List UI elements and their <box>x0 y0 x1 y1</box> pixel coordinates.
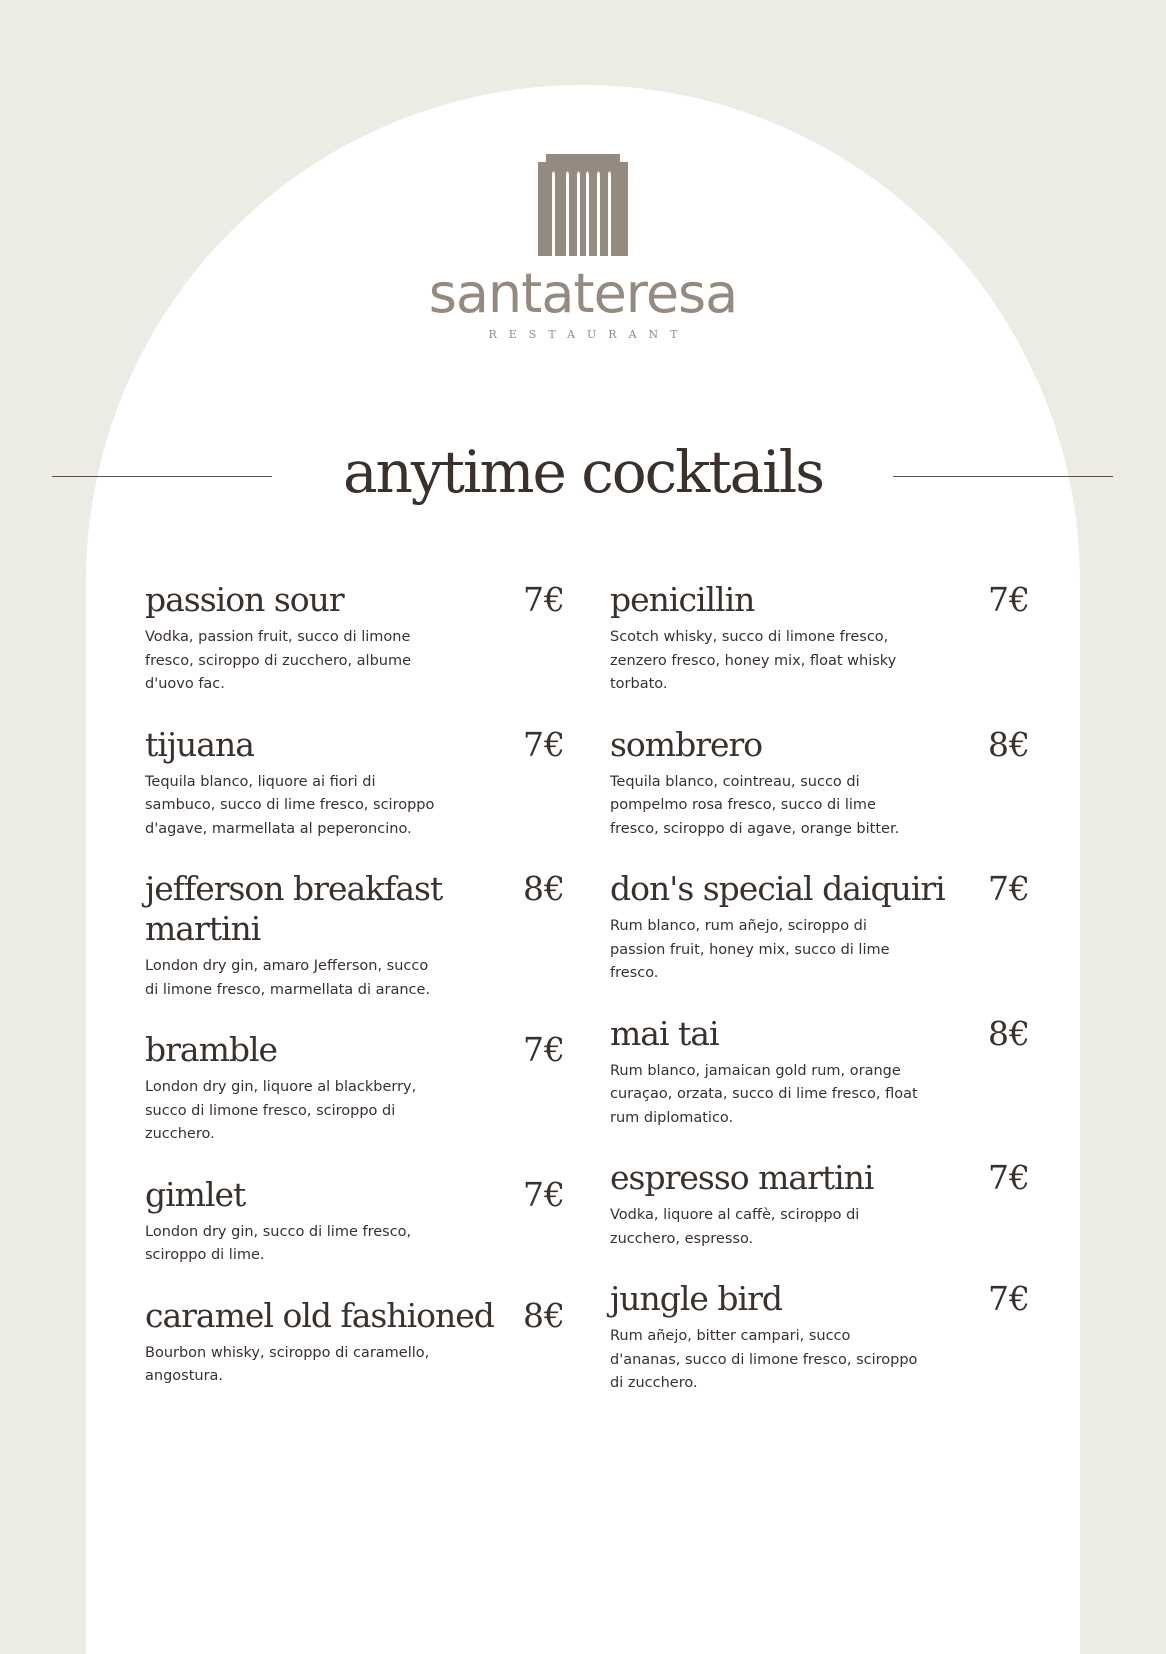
item-description: Vodka, liquore al caffè, sciroppo di zucchero, espresso. <box>610 1207 860 1247</box>
brand-subtitle: RESTAURANT <box>488 328 690 341</box>
item-price: 7€ <box>988 580 1030 619</box>
title-row <box>0 436 1166 516</box>
title-divider-right <box>893 476 1113 477</box>
item-price: 7€ <box>523 1174 565 1214</box>
item-description: London dry gin, succo di lime fresco, sciroppo di lime. <box>145 1223 412 1263</box>
page-title: anytime cocktails <box>342 438 824 506</box>
item-name: gimlet <box>145 1174 246 1214</box>
item-name: jefferson breakfast martini <box>145 869 443 948</box>
item-name: don's special daiquiri <box>610 869 945 908</box>
item-name: espresso martini <box>610 1158 874 1197</box>
item-price: 8€ <box>523 869 565 908</box>
item-price: 8€ <box>988 1013 1030 1053</box>
item-name: sombrero <box>610 724 763 764</box>
menu-item <box>610 1014 1030 1131</box>
building-columns-icon <box>538 154 628 256</box>
brand-name: santateresa <box>428 262 738 325</box>
item-price: 8€ <box>988 724 1030 764</box>
menu-item <box>145 1296 565 1389</box>
item-description: Rum añejo, bitter campari, succo d'ananas, succo di limone fresco, sciroppo di zucchero. <box>610 1328 918 1391</box>
item-price: 7€ <box>523 580 565 619</box>
item-description: Scotch whisky, succo di limone fresco, zenzero fresco, honey mix, float whisky torbato. <box>610 629 897 692</box>
logo <box>0 154 1166 341</box>
item-price: 7€ <box>988 1279 1030 1318</box>
menu-item <box>610 869 1030 986</box>
item-name: bramble <box>145 1030 278 1069</box>
menu-item <box>145 580 565 697</box>
menu-column-right <box>610 580 1030 1424</box>
item-price: 7€ <box>523 724 565 764</box>
menu-item <box>145 1175 565 1268</box>
item-price: 8€ <box>523 1295 565 1335</box>
item-description: Bourbon whisky, sciroppo di caramello, angostura. <box>145 1344 430 1384</box>
item-description: London dry gin, amaro Jefferson, succo di limone fresco, marmellata di arance. <box>145 958 431 998</box>
menu-item <box>145 725 565 842</box>
menu-column-left <box>145 580 565 1417</box>
menu-item <box>610 1158 1030 1251</box>
menu-item <box>145 869 565 1002</box>
menu-item <box>610 725 1030 842</box>
item-name: tijuana <box>145 724 254 764</box>
item-description: Vodka, passion fruit, succo di limone fresco, sciroppo di zucchero, albume d'uovo fac. <box>145 629 412 692</box>
item-price: 7€ <box>988 869 1030 908</box>
item-name: penicillin <box>610 580 755 619</box>
item-description: Rum blanco, rum añejo, sciroppo di passion fruit, honey mix, succo di lime fresco. <box>610 918 890 981</box>
item-description: Tequila blanco, cointreau, succo di pompelmo rosa fresco, succo di lime fresco, sciroppo di agave, orange bitter. <box>610 773 900 837</box>
item-name: passion sour <box>145 580 344 619</box>
item-name: jungle bird <box>610 1279 783 1318</box>
menu-item <box>145 1030 565 1147</box>
item-description: Tequila blanco, liquore ai fiori di sambuco, succo di lime fresco, sciroppo d'agave, marmellata al peperoncino. <box>145 773 435 837</box>
item-price: 7€ <box>988 1158 1030 1197</box>
item-price: 7€ <box>523 1030 565 1069</box>
item-description: Rum blanco, jamaican gold rum, orange curaçao, orzata, succo di lime fresco, float rum diplomatico. <box>610 1062 918 1126</box>
item-description: London dry gin, liquore al blackberry, succo di limone fresco, sciroppo di zucchero. <box>145 1079 417 1142</box>
item-name: caramel old fashioned <box>145 1295 494 1335</box>
menu-item <box>610 1279 1030 1396</box>
item-name: mai tai <box>610 1013 719 1053</box>
menu-item <box>610 580 1030 697</box>
